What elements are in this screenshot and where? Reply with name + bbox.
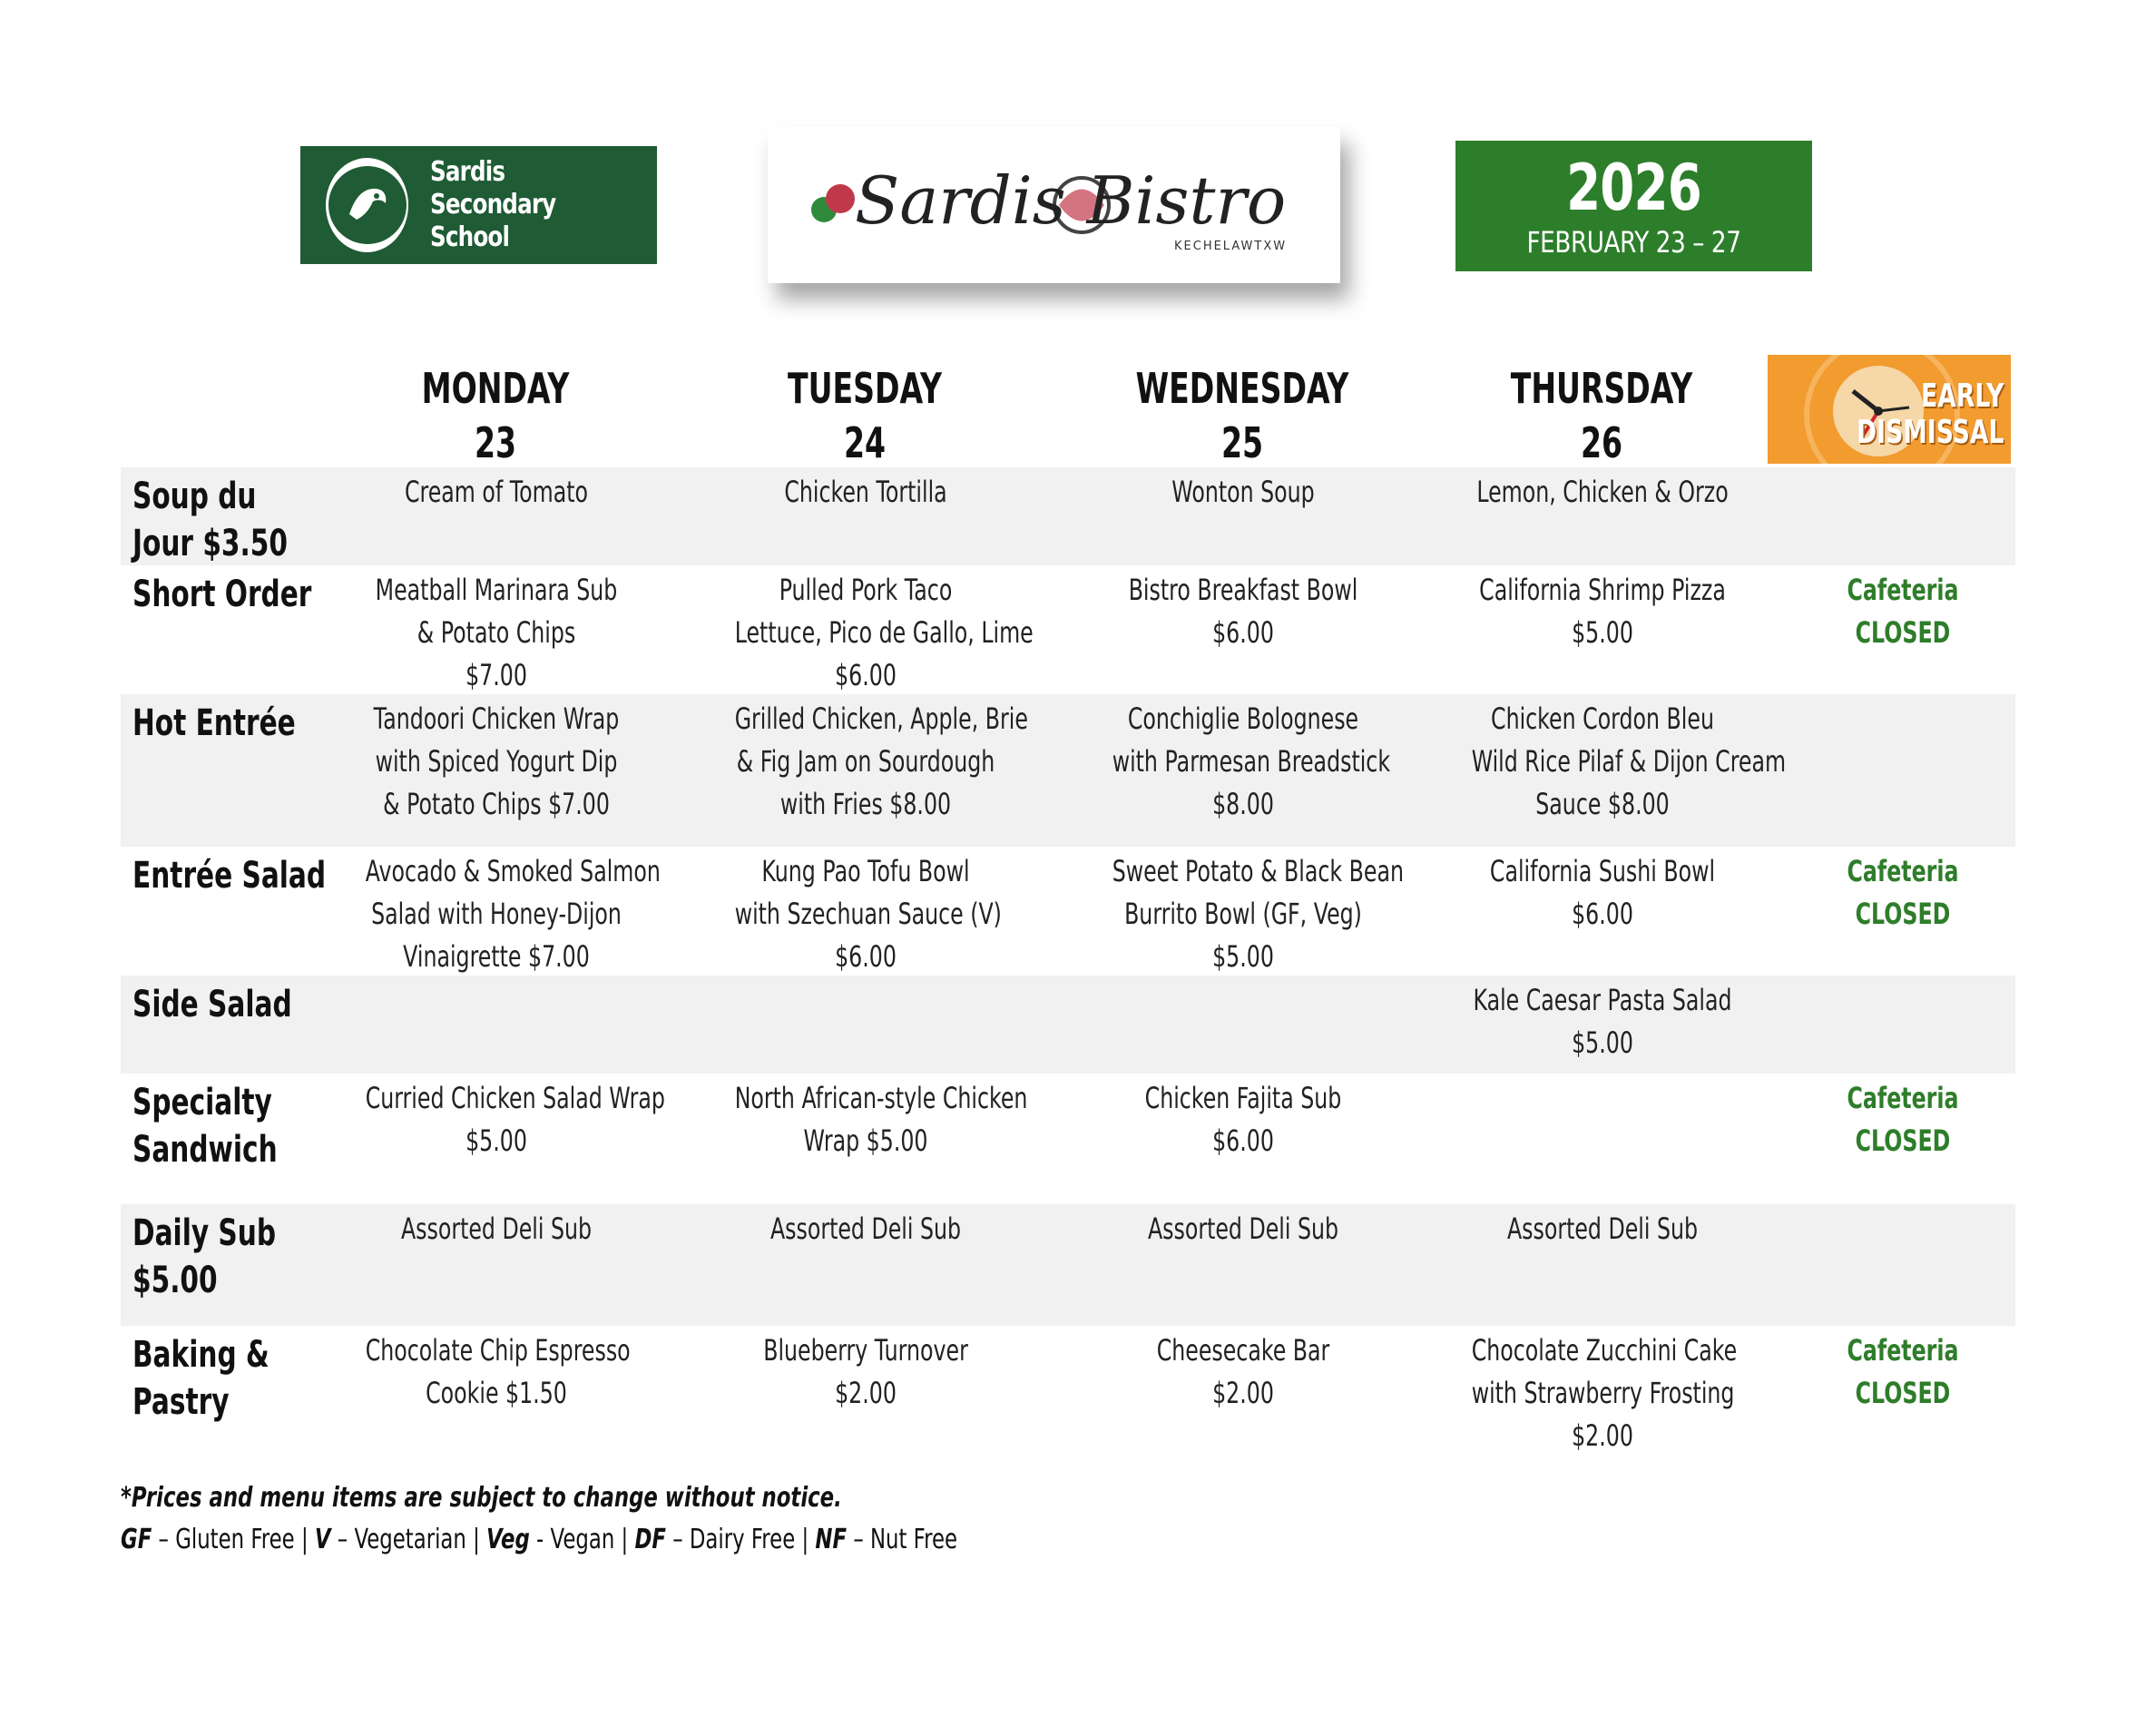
menu-item-line: CLOSED	[1855, 897, 1951, 931]
bistro-logo	[768, 127, 1340, 283]
date-range-label: FEBRUARY 23 – 27	[1526, 225, 1741, 260]
menu-cell-tuesday	[689, 698, 1043, 826]
row-label-line: Soup du	[132, 476, 257, 517]
menu-item-line: Kung Pao Tofu Bowl	[761, 854, 970, 888]
day-name: WEDNESDAY	[1135, 364, 1349, 413]
menu-cell-tuesday	[689, 1077, 1043, 1162]
day-header-wednesday	[1093, 361, 1392, 470]
menu-item-line: with Spiced Yogurt Dip	[375, 744, 618, 779]
table-row-short-order	[121, 565, 2015, 694]
menu-item-line: with Parmesan Breadstick	[1112, 744, 1391, 779]
menu-item-line: Cafeteria	[1847, 1333, 1959, 1368]
row-label-line: $5.00	[132, 1260, 218, 1301]
row-label	[132, 473, 341, 567]
row-label	[132, 1079, 341, 1173]
menu-item-line: Kale Caesar Pasta Salad	[1473, 983, 1732, 1017]
day-name: THURSDAY	[1510, 364, 1693, 413]
day-date: 26	[1580, 418, 1623, 467]
row-label-line: Entrée Salad	[132, 855, 327, 897]
menu-item-line: North African-style Chicken	[734, 1081, 1028, 1115]
menu-cell-monday	[319, 850, 673, 978]
menu-item-line: Cookie $1.50	[426, 1376, 567, 1410]
school-name-line2: Secondary School	[430, 189, 556, 253]
cafeteria-closed-label	[1726, 1329, 2080, 1415]
menu-item-line: $6.00	[1212, 1123, 1274, 1158]
menu-cell-tuesday	[689, 1329, 1043, 1415]
table-row-entree-salad	[121, 847, 2015, 976]
day-name: MONDAY	[421, 364, 570, 413]
menu-item-line: $6.00	[1212, 615, 1274, 650]
menu-item-line: CLOSED	[1855, 1123, 1951, 1158]
row-label-line: Side Salad	[132, 984, 292, 1025]
menu-cell-monday	[319, 698, 673, 826]
menu-item-line: Avocado & Smoked Salmon	[365, 854, 661, 888]
day-header-thursday	[1452, 361, 1751, 470]
menu-item-line: Cafeteria	[1847, 573, 1959, 607]
menu-item-line: $6.00	[835, 658, 897, 692]
table-row-hot-entree	[121, 694, 2015, 847]
row-label	[132, 1331, 341, 1426]
menu-item-line: Assorted Deli Sub	[400, 1211, 593, 1246]
menu-cell-tuesday	[689, 850, 1043, 978]
row-label-line: Baking &	[132, 1334, 270, 1376]
day-date: 23	[474, 418, 517, 467]
menu-cell-monday	[319, 1329, 673, 1415]
menu-item-line: Curried Chicken Salad Wrap	[365, 1081, 665, 1115]
legend-meaning: – Vegetarian	[337, 1524, 466, 1555]
menu-cell-wednesday	[1066, 1077, 1420, 1162]
menu-item-line: Burrito Bowl (GF, Veg)	[1124, 897, 1362, 931]
table-row-side-salad	[121, 976, 2015, 1074]
row-label-line: Specialty	[132, 1082, 272, 1123]
menu-cell-tuesday	[689, 569, 1043, 697]
legend-code: NF	[815, 1524, 848, 1555]
legend-code: Veg	[486, 1524, 530, 1555]
menu-item-line: $5.00	[466, 1123, 527, 1158]
menu-item-line: Salad with Honey-Dijon	[371, 897, 622, 931]
menu-item-line: Wild Rice Pilaf & Dijon Cream	[1471, 744, 1787, 779]
row-label	[132, 1210, 341, 1304]
menu-item-line: $7.00	[466, 658, 527, 692]
early-dismissal-line2: DISMISSAL	[1856, 414, 2004, 451]
menu-cell-monday	[319, 1208, 673, 1251]
menu-item-line: Sauce $8.00	[1535, 787, 1670, 821]
menu-item-line: & Potato Chips	[416, 615, 576, 650]
school-logo	[300, 146, 657, 264]
menu-item-line: Chocolate Chip Espresso	[365, 1333, 631, 1368]
row-label-line: Hot Entrée	[132, 702, 296, 744]
menu-item-line: Chicken Tortilla	[784, 475, 947, 509]
menu-item-line: Cafeteria	[1847, 1081, 1959, 1115]
day-header-tuesday	[715, 361, 1014, 470]
menu-cell-wednesday	[1066, 569, 1420, 654]
menu-item-line: Bistro Breakfast Bowl	[1128, 573, 1358, 607]
menu-item-line: $5.00	[1212, 939, 1274, 974]
menu-item-line: & Fig Jam on Sourdough	[736, 744, 995, 779]
menu-item-line: California Shrimp Pizza	[1479, 573, 1726, 607]
menu-item-line: Assorted Deli Sub	[1506, 1211, 1699, 1246]
bistro-name: Sardis Bistro	[854, 162, 1286, 239]
menu-item-line: CLOSED	[1855, 1376, 1951, 1410]
menu-item-line: with Fries $8.00	[779, 787, 952, 821]
menu-item-line: $5.00	[1572, 615, 1633, 650]
menu-item-line: Blueberry Turnover	[763, 1333, 968, 1368]
menu-item-line: Grilled Chicken, Apple, Brie	[734, 701, 1028, 736]
row-label-line: Sandwich	[132, 1129, 278, 1171]
menu-item-line: Lettuce, Pico de Gallo, Lime	[734, 615, 1034, 650]
menu-cell-thursday	[1426, 698, 1787, 826]
menu-cell-monday	[319, 1077, 673, 1162]
menu-item-line: Sweet Potato & Black Bean	[1112, 854, 1404, 888]
menu-item-line: Cream of Tomato	[404, 475, 589, 509]
legend-meaning: - Vegan	[536, 1524, 615, 1555]
cafeteria-closed-label	[1726, 1077, 2080, 1162]
day-date: 24	[843, 418, 887, 467]
row-label-line: Daily Sub	[132, 1212, 277, 1254]
price-disclaimer: *Prices and menu items are subject to change without notice.	[121, 1482, 842, 1514]
year-label: 2026	[1566, 151, 1701, 225]
school-emblem-icon	[326, 158, 408, 252]
menu-item-line: Assorted Deli Sub	[1147, 1211, 1339, 1246]
table-row-baking-pastry	[121, 1326, 2015, 1462]
legend-meaning: – Nut Free	[853, 1524, 958, 1555]
row-label-line: Short Order	[132, 574, 312, 615]
menu-cell-thursday	[1426, 471, 1779, 514]
menu-item-line: Lemon, Chicken & Orzo	[1476, 475, 1729, 509]
early-dismissal-badge	[1768, 355, 2011, 464]
menu-cell-thursday	[1426, 1208, 1779, 1251]
menu-cell-wednesday	[1066, 850, 1420, 978]
menu-item-line: $2.00	[1212, 1376, 1274, 1410]
row-label	[132, 981, 341, 1028]
day-header-monday	[346, 361, 645, 470]
table-row-soup	[121, 467, 2015, 565]
menu-item-line: Chicken Fajita Sub	[1144, 1081, 1342, 1115]
day-name: TUESDAY	[788, 364, 942, 413]
menu-item-line: Meatball Marinara Sub	[375, 573, 618, 607]
menu-item-line: with Strawberry Frosting	[1471, 1376, 1735, 1410]
legend-code: GF	[121, 1524, 152, 1555]
menu-item-line: $6.00	[1572, 897, 1633, 931]
row-label-line: Jour $3.50	[132, 523, 288, 564]
menu-item-line: Cheesecake Bar	[1156, 1333, 1330, 1368]
cafeteria-closed-label	[1726, 850, 2080, 936]
menu-item-line: CLOSED	[1855, 615, 1951, 650]
school-name-line1: Sardis	[430, 156, 505, 188]
day-date: 25	[1220, 418, 1264, 467]
menu-cell-monday	[319, 569, 673, 697]
menu-item-line: Conchiglie Bolognese	[1127, 701, 1359, 736]
cafeteria-closed-label	[1726, 569, 2080, 654]
menu-item-line: Assorted Deli Sub	[769, 1211, 962, 1246]
menu-item-line: Vinaigrette $7.00	[403, 939, 590, 974]
menu-cell-monday	[319, 471, 673, 514]
menu-cell-wednesday	[1066, 1329, 1420, 1415]
menu-item-line: Chicken Cordon Bleu	[1491, 701, 1714, 736]
bistro-subtitle: KECHELAWTXW	[1173, 240, 1287, 253]
row-label	[132, 852, 341, 899]
early-dismissal-line1: EARLY	[1920, 378, 2004, 415]
menu-item-line: Cafeteria	[1847, 854, 1959, 888]
diet-legend: GF – Gluten Free | V – Vegetarian | Veg - Vegan | DF – Dairy Free | NF – Nut Free	[121, 1524, 958, 1555]
menu-item-line: Wrap $5.00	[803, 1123, 928, 1158]
menu-item-line: Pulled Pork Taco	[779, 573, 953, 607]
menu-cell-thursday	[1426, 979, 1779, 1064]
menu-item-line: Chocolate Zucchini Cake	[1471, 1333, 1738, 1368]
menu-item-line: Tandoori Chicken Wrap	[373, 701, 620, 736]
legend-meaning: – Dairy Free	[672, 1524, 796, 1555]
menu-cell-tuesday	[689, 1208, 1043, 1251]
legend-meaning: – Gluten Free	[158, 1524, 295, 1555]
menu-item-line: $5.00	[1572, 1025, 1633, 1060]
menu-item-line: $2.00	[1572, 1418, 1633, 1453]
menu-cell-tuesday	[689, 471, 1043, 514]
menu-item-line: $2.00	[835, 1376, 897, 1410]
table-row-daily-sub	[121, 1204, 2015, 1326]
menu-cell-wednesday	[1066, 1208, 1420, 1251]
menu-item-line: $8.00	[1212, 787, 1274, 821]
table-row-specialty-sandwich	[121, 1074, 2015, 1204]
menu-cell-wednesday	[1066, 471, 1420, 514]
row-label-line: Pastry	[132, 1381, 230, 1423]
row-label	[132, 571, 341, 618]
legend-code: V	[314, 1524, 331, 1555]
menu-item-line: Wonton Soup	[1171, 475, 1315, 509]
menu-item-line: $6.00	[835, 939, 897, 974]
legend-code: DF	[634, 1524, 666, 1555]
menu-item-line: California Sushi Bowl	[1489, 854, 1716, 888]
week-date-box	[1455, 141, 1812, 271]
berry-icon	[826, 184, 855, 213]
row-label	[132, 700, 341, 747]
menu-item-line: with Szechuan Sauce (V)	[734, 897, 1002, 931]
footer-notes	[121, 1477, 957, 1561]
menu-cell-wednesday	[1066, 698, 1420, 826]
menu-item-line: & Potato Chips $7.00	[383, 787, 610, 821]
